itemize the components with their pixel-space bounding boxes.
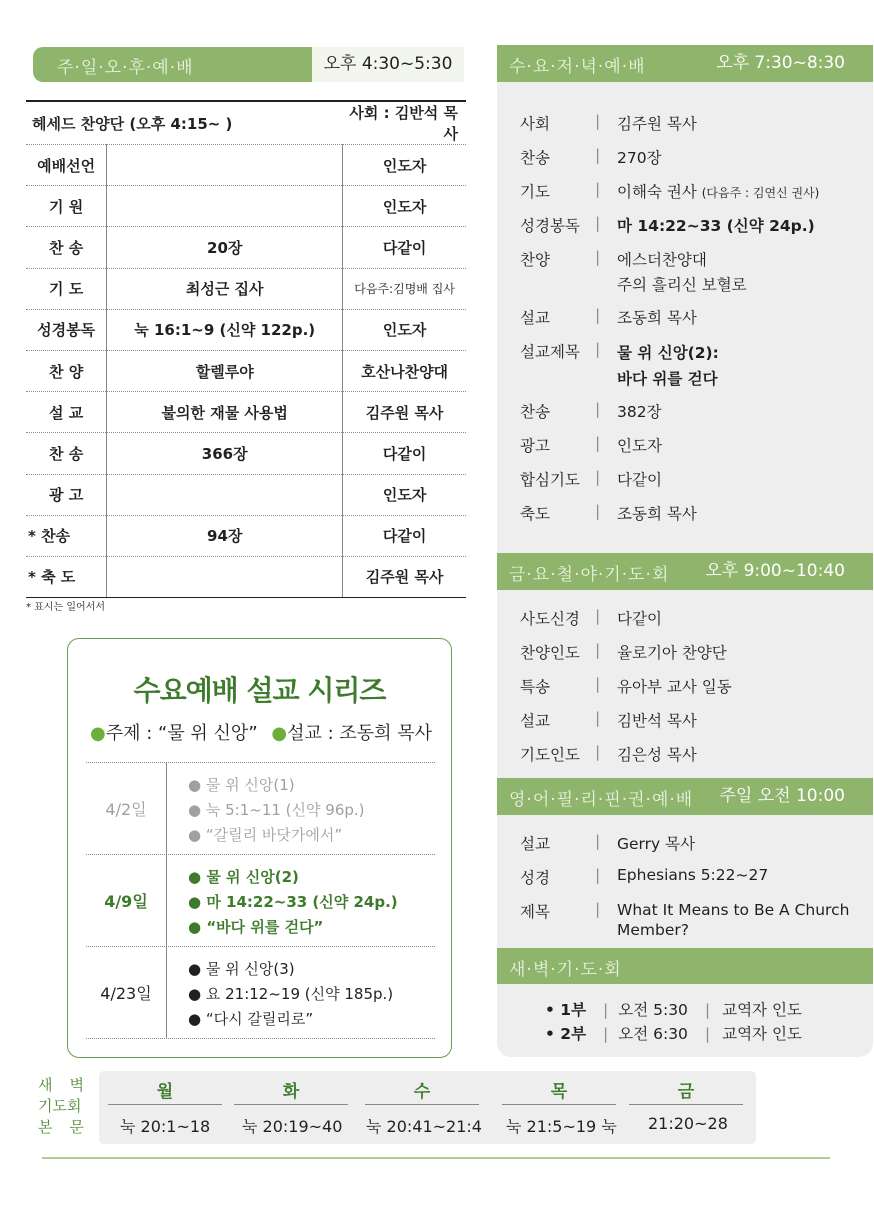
order-leader: 인도자	[343, 474, 466, 515]
divider	[234, 1104, 348, 1105]
table-row	[26, 556, 466, 597]
series-date: 4/9일	[86, 855, 167, 946]
sunday-time: 오후 4:30~5:30	[312, 47, 464, 82]
series-date: 4/2일	[86, 763, 167, 854]
table-row	[26, 268, 466, 309]
day-mon: 월	[156, 1082, 174, 1102]
day-fri: 금	[677, 1082, 695, 1102]
order-leader: 인도자	[343, 145, 466, 186]
order-leader: 다같이	[343, 227, 466, 268]
series-line: ● 물 위 신앙(2)	[188, 868, 299, 886]
series-items	[188, 957, 393, 1032]
dawn-title: 새·벽·기·도·회	[509, 960, 622, 980]
order-item: 기 도	[26, 268, 107, 309]
order-content: 최성근 집사	[107, 268, 343, 309]
order-leader: 다음주:김명배 집사	[343, 268, 466, 309]
ref-wed: 눅 20:41~21:4	[366, 1117, 482, 1136]
table-row	[26, 433, 466, 474]
dawn-header	[497, 948, 873, 984]
series-line: ● “다시 갈릴리로”	[188, 1010, 314, 1028]
order-item: 기 원	[26, 186, 107, 227]
ref-thu: 눅 21:5~19 눅	[506, 1117, 617, 1136]
english-title: 영·어·필·리·핀·권·예·배	[509, 790, 694, 810]
series-items	[188, 773, 365, 848]
series-row	[86, 762, 435, 854]
order-leader: 김주원 목사	[343, 556, 466, 597]
order-item: 찬 송	[26, 433, 107, 474]
series-preacher: 설교 : 조동희 목사	[287, 723, 433, 744]
series-line: ● 물 위 신앙(3)	[188, 960, 295, 978]
wednesday-time: 오후 7:30~8:30	[716, 53, 845, 73]
english-header	[497, 778, 873, 815]
order-leader: 인도자	[343, 186, 466, 227]
order-item: 광 고	[26, 474, 107, 515]
order-content	[107, 474, 343, 515]
series-rows	[86, 762, 435, 1039]
sermon-series-box	[67, 638, 452, 1058]
footer-divider	[42, 1157, 830, 1159]
order-leader: 인도자	[343, 309, 466, 350]
sunday-title: 주·일·오·후·예·배	[57, 58, 194, 78]
order-item: 성경봉독	[26, 309, 107, 350]
divider	[108, 1104, 222, 1105]
order-content	[107, 186, 343, 227]
sunday-order-table	[26, 100, 466, 598]
series-theme: 주제 : “물 위 신앙”	[105, 723, 258, 744]
series-line: ● 물 위 신앙(1)	[188, 776, 295, 794]
series-line: ● 요 21:12~19 (신약 185p.)	[188, 985, 394, 1003]
series-row	[86, 854, 435, 946]
order-item: * 축 도	[26, 556, 107, 597]
table-header-row	[26, 101, 466, 145]
english-time: 주일 오전 10:00	[719, 786, 845, 806]
dawn-order	[545, 998, 802, 1046]
table-row	[26, 186, 466, 227]
divider	[365, 1104, 479, 1105]
friday-title: 금·요·철·야·기·도·회	[509, 565, 670, 585]
order-item: 찬 송	[26, 227, 107, 268]
standing-note: * 표시는 일어서서	[26, 602, 105, 613]
host-info: 사회 : 김반석 목사	[343, 101, 466, 145]
order-leader: 다같이	[343, 515, 466, 556]
table-row	[26, 515, 466, 556]
order-content	[107, 145, 343, 186]
table-row	[26, 145, 466, 186]
series-line: ● 눅 5:1~11 (신약 96p.)	[188, 801, 365, 819]
sunday-header	[33, 47, 464, 82]
friday-header	[497, 553, 873, 590]
bullet-icon: ●	[271, 723, 288, 744]
series-line: ● “갈릴리 바닷가에서”	[188, 826, 343, 844]
series-line: ● “바다 위를 걷다”	[188, 918, 324, 936]
order-leader: 다같이	[343, 433, 466, 474]
ref-fri: 21:20~28	[648, 1114, 728, 1133]
ref-tue: 눅 20:19~40	[242, 1117, 343, 1136]
order-content: 94장	[107, 515, 343, 556]
table-row	[26, 227, 466, 268]
order-content	[107, 556, 343, 597]
ref-mon: 눅 20:1~18	[120, 1117, 211, 1136]
series-title: 수요예배 설교 시리즈	[133, 674, 386, 707]
series-line: ● 마 14:22~33 (신약 24p.)	[188, 893, 398, 911]
table-row	[26, 309, 466, 350]
wednesday-header	[497, 45, 873, 82]
order-content: 불의한 재물 사용법	[107, 392, 343, 433]
bullet-icon: ●	[90, 723, 106, 744]
day-wed: 수	[413, 1082, 431, 1102]
day-thu: 목	[550, 1082, 568, 1102]
series-items	[188, 865, 398, 940]
order-item: 예배선언	[26, 145, 107, 186]
wednesday-title: 수·요·저·녁·예·배	[509, 57, 646, 77]
friday-time: 오후 9:00~10:40	[705, 561, 845, 581]
series-row	[86, 946, 435, 1039]
order-content: 할렐루야	[107, 350, 343, 391]
order-content: 20장	[107, 227, 343, 268]
series-subtitle	[90, 719, 432, 745]
table-row	[26, 350, 466, 391]
divider	[502, 1104, 616, 1105]
order-item: 설 교	[26, 392, 107, 433]
order-item: 찬 양	[26, 350, 107, 391]
divider	[629, 1104, 743, 1105]
dawn-scripture-label: 새 벽 기도회 본 문	[38, 1076, 84, 1136]
list-item: • 2부 | 오전 6:30 | 교역자 인도	[545, 1025, 802, 1043]
order-content: 366장	[107, 433, 343, 474]
choir-info: 헤세드 찬양단 (오후 4:15~ )	[26, 101, 343, 145]
day-tue: 화	[282, 1082, 300, 1102]
order-content: 눅 16:1~9 (신약 122p.)	[107, 309, 343, 350]
series-date: 4/23일	[86, 947, 167, 1038]
order-leader: 김주원 목사	[343, 392, 466, 433]
table-row	[26, 474, 466, 515]
order-item: * 찬송	[26, 515, 107, 556]
list-item: • 1부 | 오전 5:30 | 교역자 인도	[545, 1001, 802, 1019]
table-row	[26, 392, 466, 433]
order-leader: 호산나찬양대	[343, 350, 466, 391]
